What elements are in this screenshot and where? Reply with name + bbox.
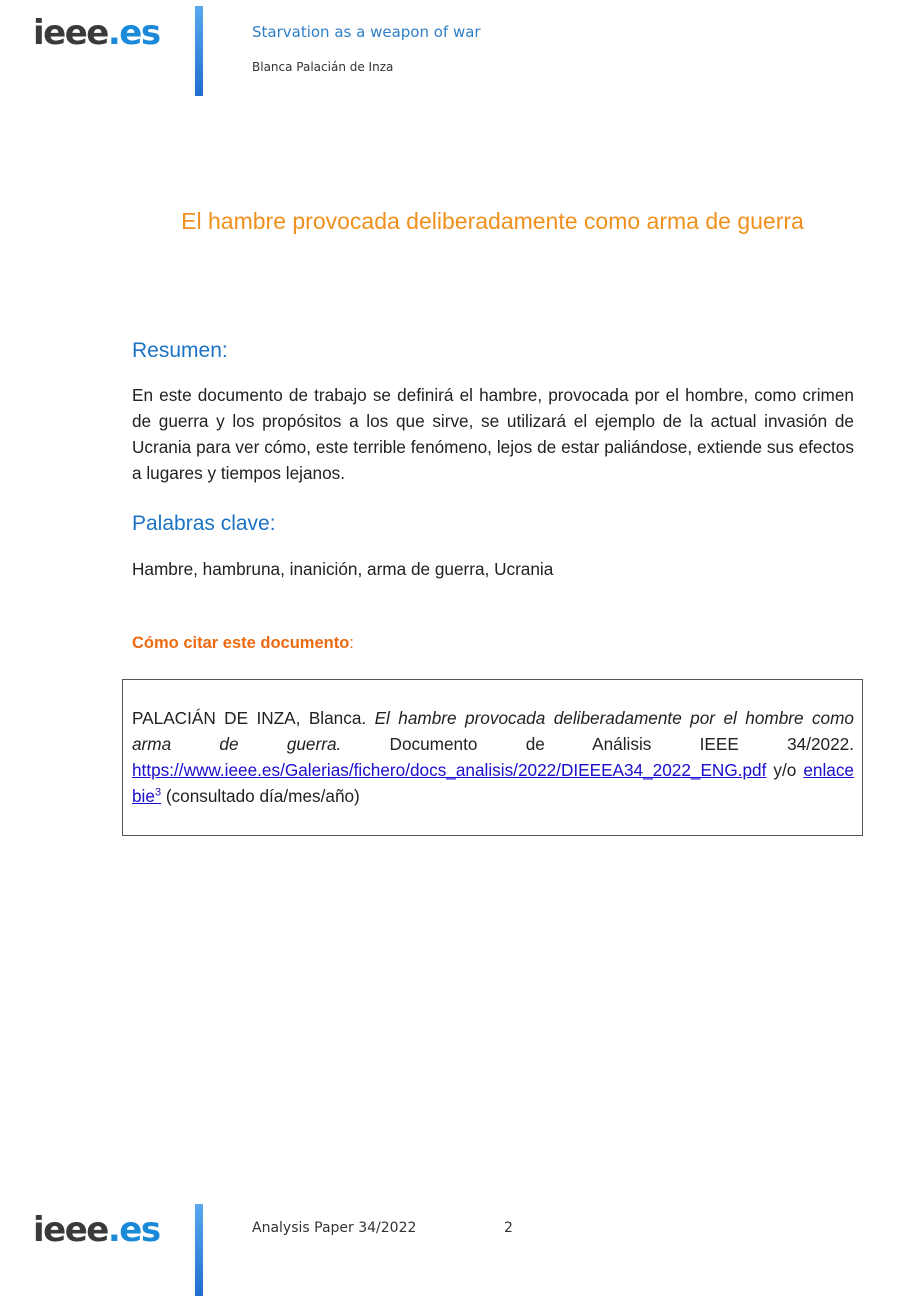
cite-heading-colon: : xyxy=(349,634,354,652)
footer-logo-text-es: .es xyxy=(107,1210,160,1250)
abstract-paragraph: En este documento de trabajo se definirá el hambre, provocada por el hombre, como crimen de guerra y los propósitos a los que sirve, se utilizará el ejemplo de la actual invasión de Ucrania para ver cómo, este terrible fenómeno, lejos de estar paliándose, extiende sus efectos a lugares y tiempos lejanos. xyxy=(132,385,854,483)
keywords-heading: Palabras clave: xyxy=(132,512,276,535)
ieee-logo xyxy=(33,13,160,53)
citation-title: El hambre provocada deliberadamente por el hombre como arma de guerra. xyxy=(132,708,854,754)
cite-heading xyxy=(132,634,354,653)
header-author: Blanca Palacián de Inza xyxy=(252,60,394,74)
citation-consulted: (consultado día/mes/año) xyxy=(161,786,360,806)
footnote-marker[interactable]: 3 xyxy=(154,786,162,799)
enlace-bie-label[interactable]: enlace bie xyxy=(132,760,854,806)
resumen-heading: Resumen: xyxy=(132,339,228,362)
logo-text-es: .es xyxy=(107,13,160,53)
footer-divider-bar xyxy=(195,1204,203,1296)
logo-text-ieee: ieee xyxy=(33,13,108,53)
cite-heading-label: Cómo citar este documento xyxy=(132,634,350,652)
citation-url-link[interactable]: https://www.ieee.es/Galerias/fichero/docs_analisis/2022/DIEEEA34_2022_ENG.pdf xyxy=(132,760,767,780)
document-title: El hambre provocada deliberadamente como arma de guerra xyxy=(181,208,804,234)
keywords-text: Hambre, hambruna, inanición, arma de guerra, Ucrania xyxy=(132,559,554,579)
page-number: 2 xyxy=(504,1220,513,1236)
header-divider-bar xyxy=(195,6,203,96)
footer-logo-text-ieee: ieee xyxy=(33,1210,108,1250)
footer-paper-label: Analysis Paper 34/2022 xyxy=(252,1220,417,1236)
citation-box xyxy=(122,679,863,836)
citation-text xyxy=(132,705,854,809)
citation-author: PALACIÁN DE INZA, Blanca. xyxy=(132,708,375,728)
citation-doc-info: Documento de Análisis IEEE 34/2022. xyxy=(341,734,854,754)
footer-ieee-logo xyxy=(33,1210,160,1250)
header-title: Starvation as a weapon of war xyxy=(252,23,481,41)
citation-connector: y/o xyxy=(766,760,804,780)
